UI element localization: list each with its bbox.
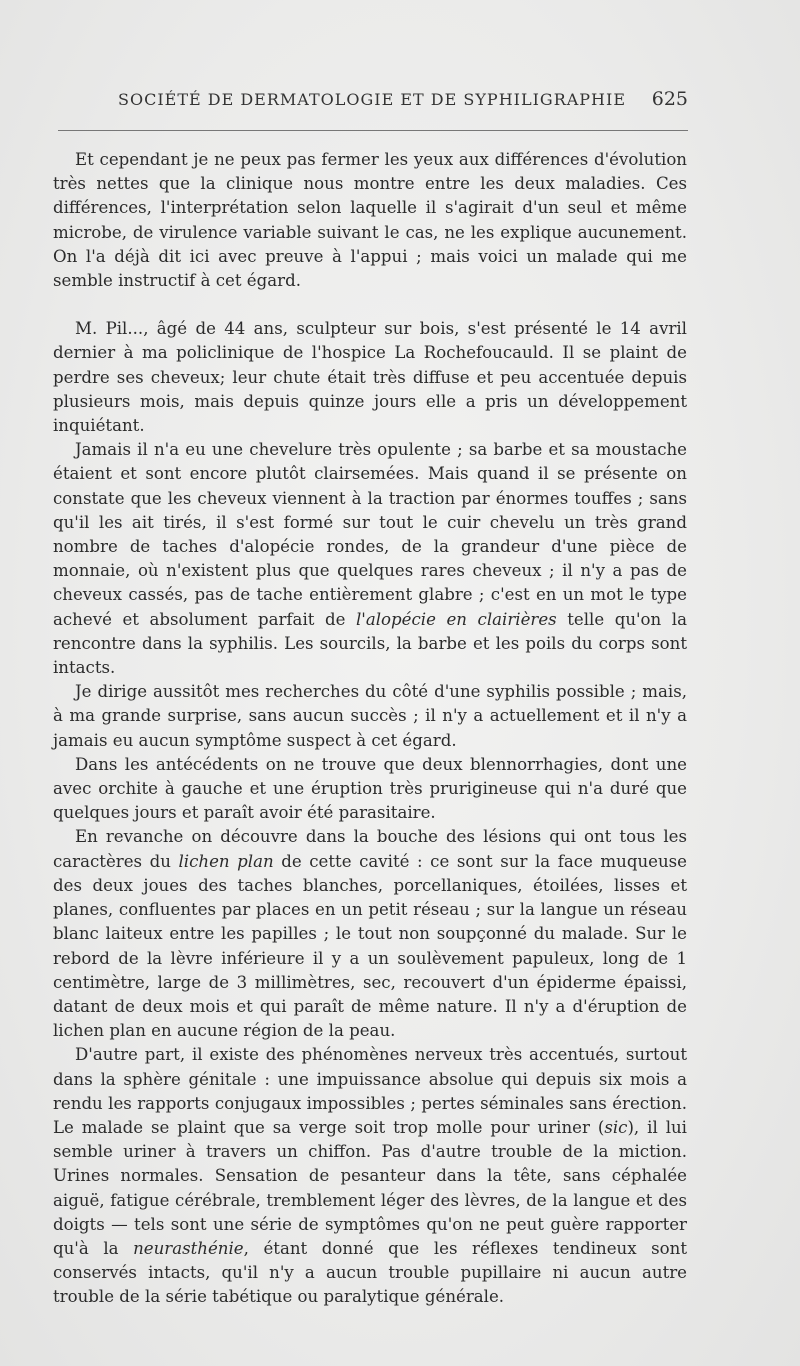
- paragraph: Dans les antécédents on ne trouve que deux blennorrhagies, dont une avec orchite à gauche et une éruption très prurigineuse qui n'a duré que quelques jours et paraît avoir été parasitaire.: [53, 754, 687, 823]
- page-header: [118, 90, 688, 118]
- italic-term: l'alopécie en clairières: [355, 609, 557, 629]
- body-text: [53, 148, 687, 1310]
- paragraph-text: ), il lui semble uriner à travers un chiffon. Pas d'autre trouble de la miction. Urines normales. Sensation de pesanteur dans la tête, sans céphalée aiguë, fatigue cérébrale, tremblement léger des lèvres, de la langue et des doigts — tels sont une série de symptômes qu'on ne peut guère rapporter qu'à la: [53, 1117, 687, 1258]
- paragraph-text: D'autre part, il existe des phénomènes nerveux très accentués, surtout dans la sphère génitale : une impuissance absolue qui depuis six mois a rendu les rapports conjugaux impossibles ; pertes séminales sans érection. Le malade se plaint que sa verge soit trop molle pour uriner (: [53, 1045, 687, 1137]
- paragraph: [53, 825, 687, 1043]
- paragraph-text: Jamais il n'a eu une chevelure très opulente ; sa barbe et sa moustache étaient et sont encore plutôt clairsemées. Mais quand il se présente on constate que les cheveux viennent à la traction par énormes touffes ; sans qu'il les ait tirés, il s'est formé sur tout le cuir chevelu un très grand nombre de taches d'alopécie rondes, de la grandeur d'une pièce de monnaie, où n'existent plus que quelques rares cheveux ; il n'y a pas de cheveux cassés, pas de tache entièrement glabre ; c'est en un mot le type achevé et absolument parfait de: [53, 440, 687, 629]
- italic-term: neurasthénie: [133, 1238, 244, 1258]
- paragraph-text: , étant donné que les réflexes tendineux sont conservés intacts, qu'il n'y a aucun trouble pupillaire ni aucun autre trouble de la série tabétique ou paralytique générale.: [53, 1238, 687, 1307]
- paragraph: Je dirige aussitôt mes recherches du côté d'une syphilis possible ; mais, à ma grande surprise, sans aucun succès ; il n'y a actuellement et il n'y a jamais eu aucun symptôme suspect à cet égard.: [53, 682, 687, 750]
- paragraph-text: En revanche on découvre dans la bouche des lésions qui ont tous les caractères du: [53, 827, 687, 871]
- paragraph: M. Pil..., âgé de 44 ans, sculpteur sur bois, s'est présenté le 14 avril dernier à ma policlinique de l'hospice La Rochefoucauld. Il se plaint de perdre ses cheveux; leur chute était très diffuse et peu accentuée depuis plusieurs mois, mais depuis quinze jours elle a pris un développement inquiétant.: [53, 319, 687, 436]
- paragraph: Et cependant je ne peux pas fermer les yeux aux différences d'évolution très nettes que la clinique nous montre entre les deux maladies. Ces différences, l'interprétation selon laquelle il s'agirait d'un seul et même microbe, de virulence variable suivant le cas, ne les explique aucunement. On l'a déjà dit ici avec preuve à l'appui ; mais voici un malade qui me semble instructif à cet égard.: [53, 150, 687, 291]
- running-title: SOCIÉTÉ DE DERMATOLOGIE ET DE SYPHILIGRAPHIE: [118, 90, 627, 109]
- paragraph: [53, 438, 687, 680]
- header-rule: [58, 130, 688, 131]
- page-number: 625: [651, 88, 688, 110]
- paragraph-text: de cette cavité : ce sont sur la face muqueuse des deux joues des taches blanches, porcellaniques, étoilées, lisses et planes, confluentes par places en un petit réseau ; sur la langue un réseau blanc laiteux entre les papilles ; le tout non soupçonné du malade. Sur le rebord de la lèvre inférieure il y a un soulèvement papuleux, long de 1 centimètre, large de 3 millimètres, sec, recouvert d'un épiderme épaissi, datant de deux mois et qui paraît de même nature. Il n'y a d'éruption de lichen plan en aucune région de la peau.: [53, 851, 687, 1041]
- italic-term: sic: [604, 1117, 628, 1137]
- paragraph-text: telle qu'on la rencontre dans la syphilis. Les sourcils, la barbe et les poils du corps sont intacts.: [53, 609, 687, 678]
- paragraph: [53, 1043, 687, 1309]
- italic-term: lichen plan: [178, 851, 274, 871]
